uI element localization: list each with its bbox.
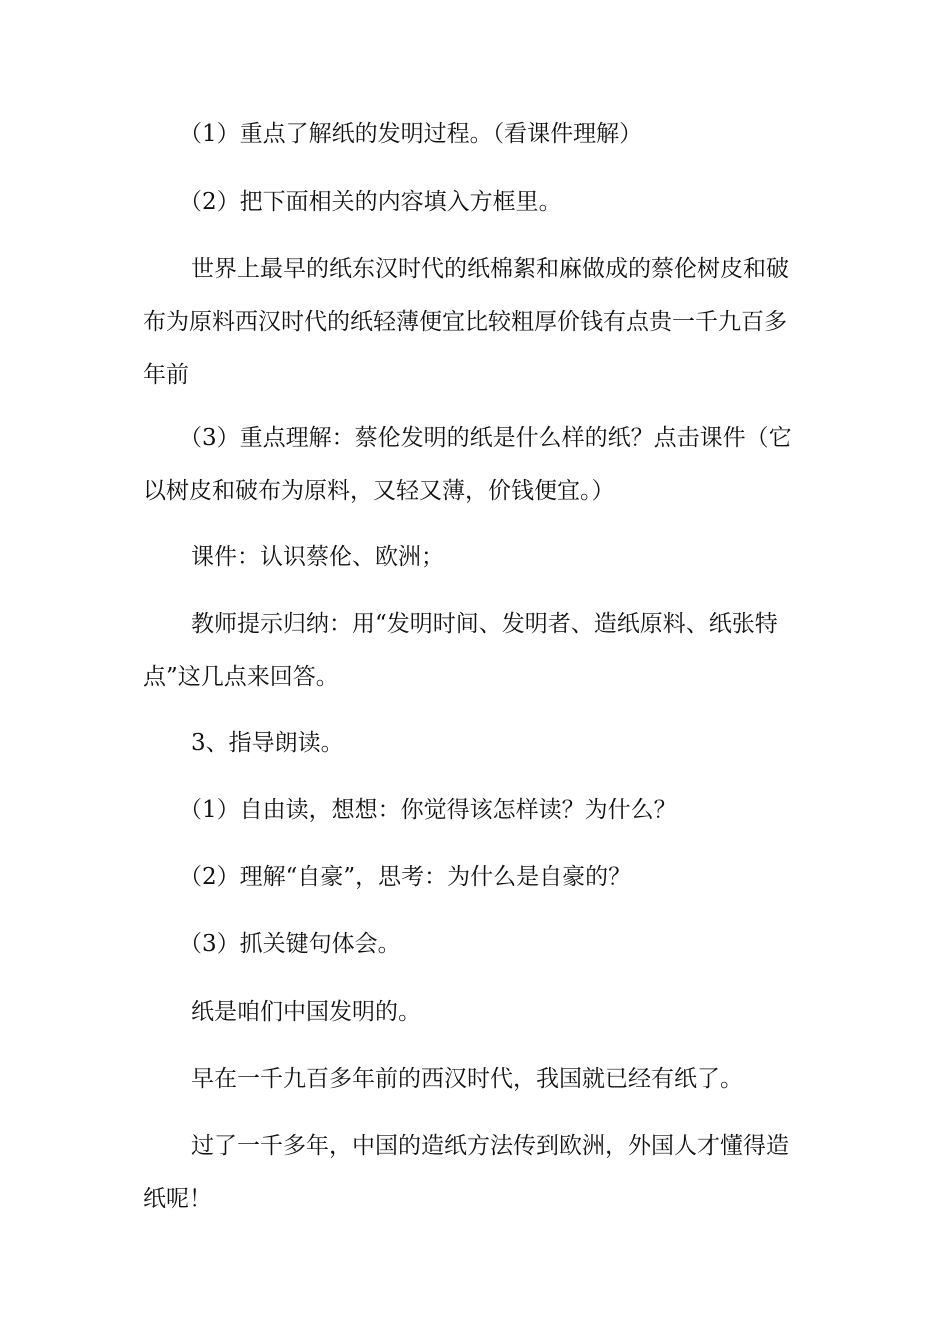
paragraph-7: 3、指导朗读。 (191, 730, 344, 756)
paragraph-4: （3）重点理解：蔡伦发明的纸是什么样的纸？点击课件（它以树皮和破布为原料，又轻又薄，价钱便宜。） (143, 425, 792, 504)
paragraph-13: 过了一千多年，中国的造纸方法传到欧洲，外国人才懂得造纸呢！ (143, 1133, 789, 1212)
paragraph-5: 课件：认识蔡伦、欧洲； (191, 544, 444, 570)
paragraph-9: （2）理解“自豪”，思考：为什么是自豪的？ (179, 864, 632, 890)
paragraph-12: 早在一千九百多年前的西汉时代，我国就已经有纸了。 (191, 1066, 743, 1092)
paragraph-1: （1）重点了解纸的发明过程。（看课件理解） (179, 121, 643, 147)
paragraph-6: 教师提示归纳：用“发明时间、发明者、造纸原料、纸张特点”这几点来回答。 (143, 611, 778, 690)
paragraph-10: （3）抓关键句体会。 (179, 931, 401, 957)
paragraph-2: （2）把下面相关的内容填入方框里。 (179, 189, 562, 215)
paragraph-8: （1）自由读，想想：你觉得该怎样读？为什么？ (179, 797, 677, 823)
paragraph-11: 纸是咱们中国发明的。 (191, 999, 421, 1025)
paragraph-3: 世界上最早的纸东汉时代的纸棉絮和麻做成的蔡伦树皮和破布为原料西汉时代的纸轻薄便宜比较粗厚价钱有点贵一千九百多年前 (143, 256, 789, 388)
